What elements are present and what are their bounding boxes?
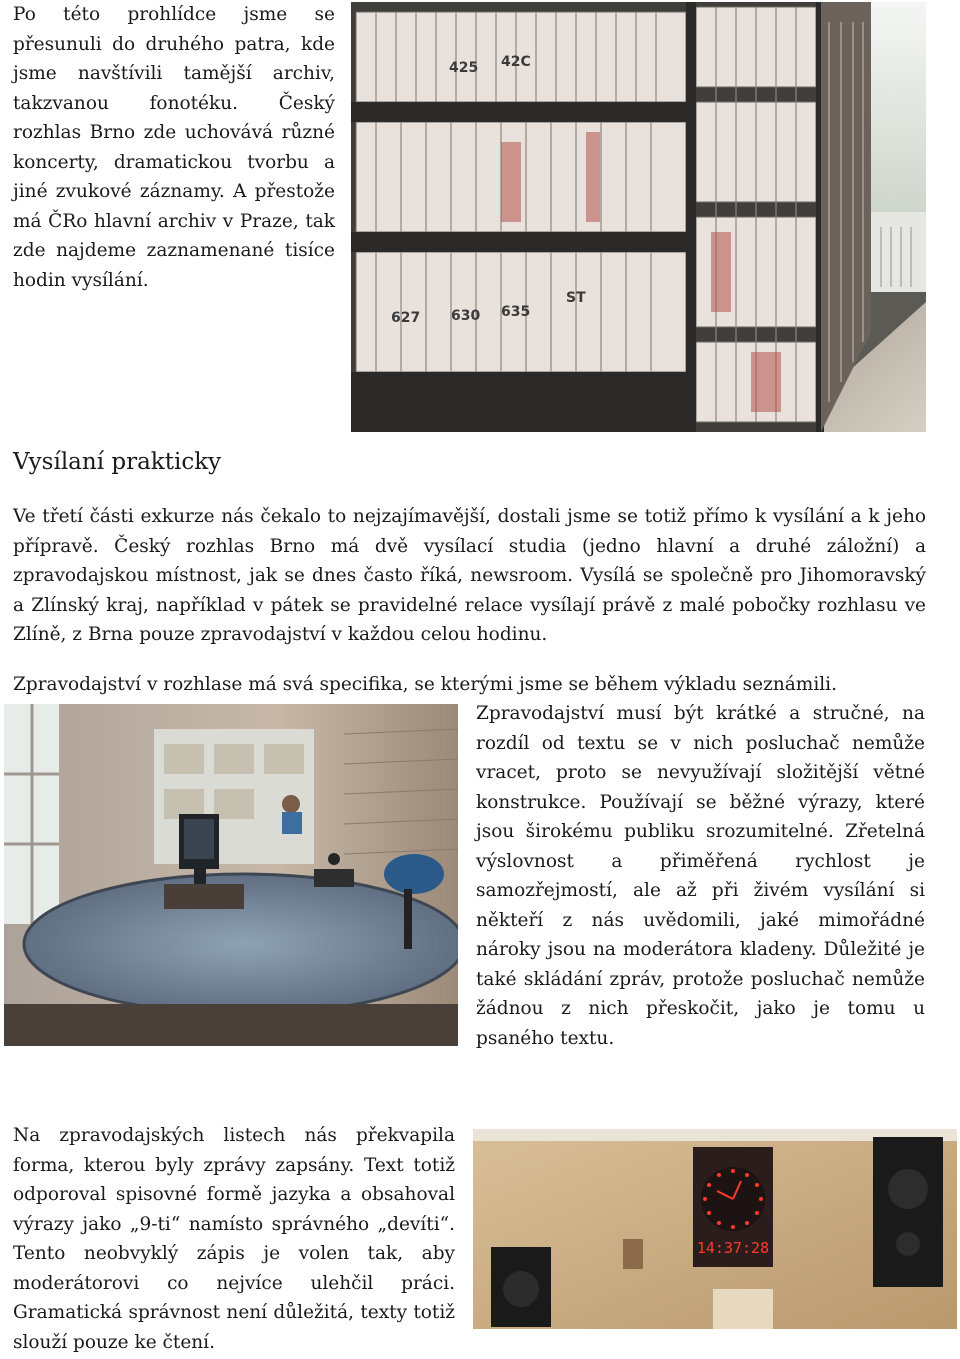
shelf-label: 42C bbox=[501, 54, 531, 70]
news-paragraph: Zpravodajství musí být krátké a stručné, na rozdíl od textu se v nich posluchač nemůže vracet, proto se nevyužívají složitější větné konstrukce. Používají se běžné výrazy, které jsou širokému publiku srozumitelné. Zřetelná výslovnost a přiměřená rychlost je samozřejmostí, ale až při živém vysílání si někteří z nás uvědomili, jaké mimořádné nároky jsou na moderátora kladeny. Důležité je také skládání zpráv, protože posluchač nemůže žádnou z nich přeskočit, jako je tomu u psaného textu. bbox=[476, 703, 925, 1049]
shelf-label: 627 bbox=[391, 310, 421, 326]
intro-paragraph: Po této prohlídce jsme se přesunuli do druhého patra, kde jsme navštívili tamější archiv, takzvanou fonotéku. Český rozhlas Brno zde uchovává různé koncerty, dramatickou tvorbu a jiné zvukové záznamy. A přestože má ČRo hlavní archiv v Praze, tak zde najdeme zaznamenané tisíce hodin vysílání. bbox=[13, 4, 335, 291]
archive-shelves-image bbox=[351, 2, 926, 432]
section-paragraph: Zpravodajství v rozhlase má svá specifika, se kterými jsme se během výkladu seznámili. bbox=[13, 674, 837, 695]
shelf-label: 635 bbox=[501, 304, 531, 320]
archive-shelves-photo bbox=[351, 2, 926, 432]
newsroom-photo bbox=[4, 704, 458, 1046]
studio-clock-photo bbox=[473, 1129, 957, 1329]
last-paragraph: Na zpravodajských listech nás překvapila forma, kterou byly zprávy zapsány. Text totiž odporoval spisovné formě jazyka a obsahoval výrazy jako „9-ti“ namísto správného „devíti“. Tento neobvyklý zápis je volen tak, aby moderátorovi co nejvíce ulehčil práci. Gramatická správnost není důležitá, texty totiž slouží pouze ke čtení. bbox=[13, 1125, 455, 1353]
clock-time: 14:37:28 bbox=[696, 1239, 770, 1257]
shelf-label: ST bbox=[566, 290, 586, 306]
shelf-label: 630 bbox=[451, 308, 481, 324]
section-heading: Vysílaní prakticky bbox=[13, 449, 222, 475]
newsroom-image bbox=[4, 704, 458, 1046]
studio-clock-image bbox=[473, 1129, 957, 1329]
shelf-label: 425 bbox=[449, 60, 479, 76]
section-paragraph: Ve třetí části exkurze nás čekalo to nejzajímavější, dostali jsme se totiž přímo k vysílání a k jeho přípravě. Český rozhlas Brno má dvě vysílací studia (jedno hlavní a druhé záložní) a zpravodajskou místnost, jak se dnes často říká, newsroom. Vysílá se společně pro Jihomoravský a Zlínský kraj, například v pátek se pravidelné relace vysílají právě z malé pobočky rozhlasu ve Zlíně, z Brna pouze zpravodajství v každou celou hodinu. bbox=[13, 506, 926, 645]
